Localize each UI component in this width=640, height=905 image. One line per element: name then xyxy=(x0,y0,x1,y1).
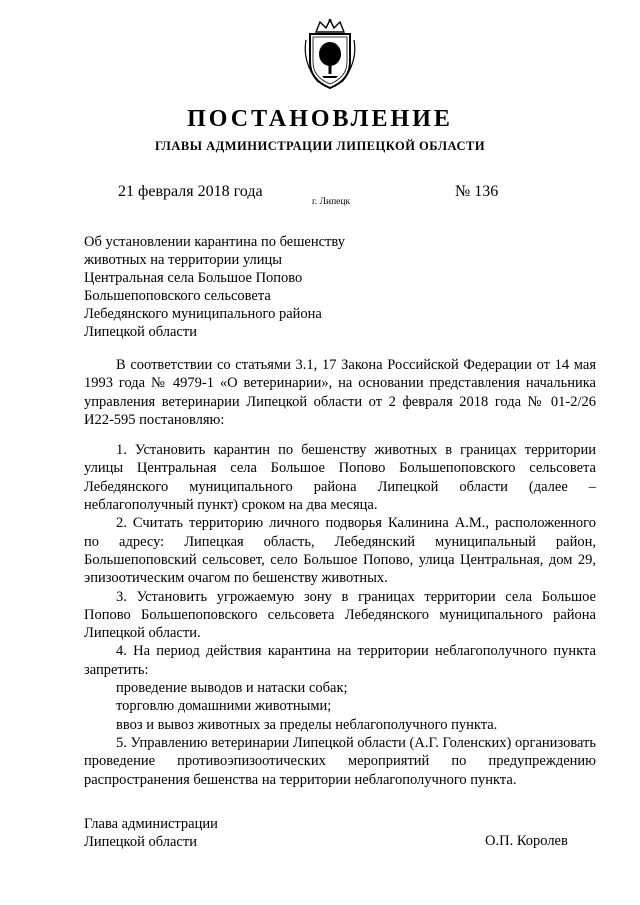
signatory-name: О.П. Королев xyxy=(485,833,568,849)
document-city: г. Липецк xyxy=(312,197,351,207)
coat-of-arms-icon xyxy=(300,18,360,92)
document-issuer: ГЛАВЫ АДМИНИСТРАЦИИ ЛИПЕЦКОЙ ОБЛАСТИ xyxy=(154,139,486,153)
document-type-title: ПОСТАНОВЛЕНИЕ xyxy=(187,106,453,132)
subject-line: Лебедянского муниципального района xyxy=(84,306,322,322)
subject-line: Центральная села Большое Попово xyxy=(84,270,303,286)
subject-line: Об установлении карантина по бешенству xyxy=(84,234,345,250)
item-1: 1. Установить карантин по бешенству животных в границах территории улицы Центральная села Большое Попово Большепоповского сельсовета Лебедянского муниципального района Липецкой области (далее – неблагополучный пункт) сроком на два месяца. xyxy=(84,442,596,514)
item-4-subitem: проведение выводов и натаски собак; xyxy=(116,680,348,697)
subject-line: Большепоповского сельсовета xyxy=(84,288,271,304)
item-4: 4. На период действия карантина на территории неблагополучного пункта запретить: xyxy=(84,643,596,678)
preamble-paragraph: В соответствии со статьями 3.1, 17 Закона Российской Федерации от 14 мая 1993 года № 4979-1 «О ветеринарии», на основании представления начальника управления ветеринарии Липецкой области от 2 февраля 2018 года № 01-2/26 И22-595 постановляю: xyxy=(84,357,596,428)
document-date: 21 февраля 2018 года xyxy=(118,183,263,200)
document-subject xyxy=(84,233,404,341)
subject-line: животных на территории улицы xyxy=(84,252,283,268)
item-5: 5. Управлению ветеринарии Липецкой области (А.Г. Голенских) организовать проведение противоэпизоотических мероприятий по предупреждению распространения бешенства на территории неблагополучного пункта. xyxy=(84,734,596,788)
signature-position xyxy=(84,815,218,852)
document-body xyxy=(84,356,596,789)
item-4-subitem: ввоз и вывоз животных за пределы неблагополучного пункта. xyxy=(116,716,498,733)
subject-line: Липецкой области xyxy=(84,324,197,340)
signature-position-line: Липецкой области xyxy=(84,834,197,851)
signature-position-line: Глава администрации xyxy=(84,816,218,832)
item-3: 3. Установить угрожаемую зону в границах территории села Большое Попово Большепоповского сельсовета Лебедянского муниципального района Липецкой области. xyxy=(84,588,596,642)
item-4-subitem: торговлю домашними животными; xyxy=(116,698,332,715)
document-number: № 136 xyxy=(455,183,499,200)
item-2: 2. Считать территорию личного подворья Калинина А.М., расположенного по адресу: Липецкая область, Лебедянский муниципальный район, Большепоповский сельсовет, село Большое Попово, улица Центральная, дом 29, эпизоотическим очагом по бешенству животных. xyxy=(84,515,596,587)
